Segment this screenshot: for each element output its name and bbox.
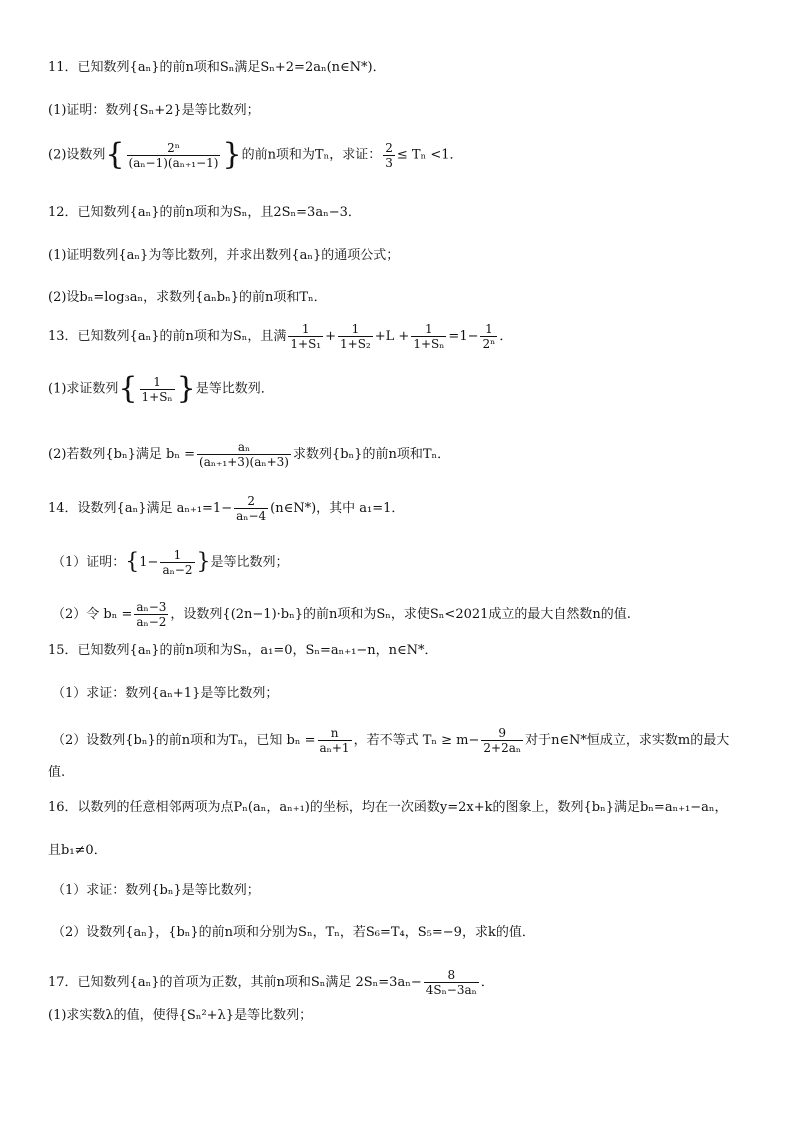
- problem-11-part-1: (1)证明：数列{Sₙ+2}是等比数列；: [48, 103, 260, 118]
- p13-q2-fraction: $\frac{\text{aₙ}}{\text{(aₙ₊₁+3)(aₙ+3)}}$: [199, 440, 289, 469]
- problem-16-stem: 16．以数列的任意相邻两项为点Pₙ(aₙ，aₙ₊₁)的坐标，均在一次函数y=2x+k的图象上，数列{bₙ}满足bₙ=aₙ₊₁−aₙ，: [48, 800, 728, 815]
- problem-13-part-2: (2)若数列{bₙ}满足 bₙ = $\frac{\text{aₙ}}{\text{(aₙ₊₁+3)(aₙ+3)}}$ 求数列{bₙ}的前n项和Tₙ．: [48, 440, 451, 469]
- problem-16-stem-2: 且b₁≠0．: [48, 843, 107, 858]
- problem-11-part-2: (2)设数列{ $\frac{\text{2ⁿ}}{\text{(aₙ−1)(aₙ₊₁−1)}}$ }的前n项和为Tₙ，求证： $\frac{2}{3}$ ≤ Tₙ <1．: [48, 137, 463, 172]
- p17-stem-fraction: $\frac{8}{\text{4Sₙ−3aₙ}}$: [425, 968, 477, 997]
- problem-16-part-2: （2）设数列{aₙ}，{bₙ}的前n项和分别为Sₙ，Tₙ，若S₆=T₄，S₅=−9，求k的值．: [52, 925, 535, 940]
- problem-15-part-2-tail: 值.: [48, 765, 66, 780]
- p13-term-1: $\frac{1}{\text{1+S₁}}$: [290, 322, 322, 351]
- problem-14-part-2: （2）令 bₙ = $\frac{\text{aₙ−3}}{\text{aₙ−2}}$ ，设数列{(2n−1)·bₙ}的前n项和为Sₙ，求使Sₙ<2021成立的最大自然数n的值.: [52, 600, 631, 629]
- p14-stem-fraction: $\frac{2}{\text{aₙ−4}}$: [236, 494, 267, 523]
- problem-15-part-1: （1）求证：数列{aₙ+1}是等比数列；: [52, 686, 279, 701]
- p11-q2-ineq: ≤ Tₙ <1．: [396, 147, 463, 163]
- p11-q2-pre: (2)设数列: [48, 147, 106, 163]
- p15-b-fraction: $\frac{n}{\text{aₙ+1}}$: [319, 726, 350, 755]
- problem-11-stem: 11．已知数列{aₙ}的前n项和Sₙ满足Sₙ+2=2aₙ(n∈N*)．: [48, 60, 386, 75]
- p11-two-thirds: $\frac{2}{3}$: [385, 140, 393, 170]
- problem-16-part-1: （1）求证：数列{bₙ}是等比数列；: [52, 883, 260, 898]
- problem-14-stem: 14．设数列{aₙ}满足 aₙ₊₁=1− $\frac{2}{\text{aₙ−4}}$ (n∈N*)，其中 a₁=1．: [48, 494, 405, 523]
- p13-q1-fraction: $\frac{1}{\text{1+Sₙ}}$: [141, 374, 173, 404]
- p13-term-rhs: $\frac{1}{\text{2ⁿ}}$: [482, 322, 496, 351]
- p11-q2-fraction: $\frac{\text{2ⁿ}}{\text{(aₙ−1)(aₙ₊₁−1)}}$: [128, 140, 219, 170]
- p11-q2-post: 的前n项和为Tₙ，求证：: [241, 147, 382, 163]
- problem-13-stem: 13．已知数列{aₙ}的前n项和为Sₙ，且满 $\frac{1}{\text{1+S₁}}$ + $\frac{1}{\text{1+S₂}}$ +L + $\frac{1}{\text{1+Sₙ}}$ =1− $\frac{1}{\text{2ⁿ}}$ ．: [48, 322, 513, 351]
- problem-15-part-2: （2）设数列{bₙ}的前n项和为Tₙ，已知 bₙ = $\frac{n}{\text{aₙ+1}}$ ，若不等式 Tₙ ≥ m− $\frac{9}{\text{2+2aₙ}}$ 对于n∈N*恒成立，求实数m的最大: [52, 726, 730, 755]
- problem-17-stem: 17．已知数列{aₙ}的首项为正数，其前n项和Sₙ满足 2Sₙ=3aₙ− $\frac{8}{\text{4Sₙ−3aₙ}}$ ．: [48, 968, 494, 997]
- problem-12-part-1: (1)证明数列{aₙ}为等比数列，并求出数列{aₙ}的通项公式；: [48, 248, 400, 263]
- p13-term-2: $\frac{1}{\text{1+S₂}}$: [340, 322, 371, 351]
- problem-17-part-1: (1)求实数λ的值，使得{Sₙ²+λ}是等比数列；: [48, 1008, 313, 1023]
- problem-12-part-2: (2)设bₙ=log₃aₙ，求数列{aₙbₙ}的前n项和Tₙ．: [48, 290, 327, 305]
- problem-15-stem: 15．已知数列{aₙ}的前n项和为Sₙ，a₁=0，Sₙ=aₙ₊₁−n，n∈N*．: [48, 643, 438, 658]
- p14-q1-fraction: $\frac{1}{\text{aₙ−2}}$: [162, 548, 193, 577]
- problem-14-part-1: （1）证明：{1− $\frac{1}{\text{aₙ−2}}$ }是等比数列；: [52, 548, 289, 577]
- problem-12-stem: 12．已知数列{aₙ}的前n项和为Sₙ，且2Sₙ=3aₙ−3．: [48, 205, 361, 220]
- p14-q2-fraction: $\frac{\text{aₙ−3}}{\text{aₙ−2}}$: [136, 600, 167, 629]
- p15-m-fraction: $\frac{9}{\text{2+2aₙ}}$: [483, 726, 522, 755]
- p13-term-n: $\frac{1}{\text{1+Sₙ}}$: [413, 322, 445, 351]
- problem-13-part-1: (1)求证数列{ $\frac{1}{\text{1+Sₙ}}$ }是等比数列．: [48, 371, 274, 406]
